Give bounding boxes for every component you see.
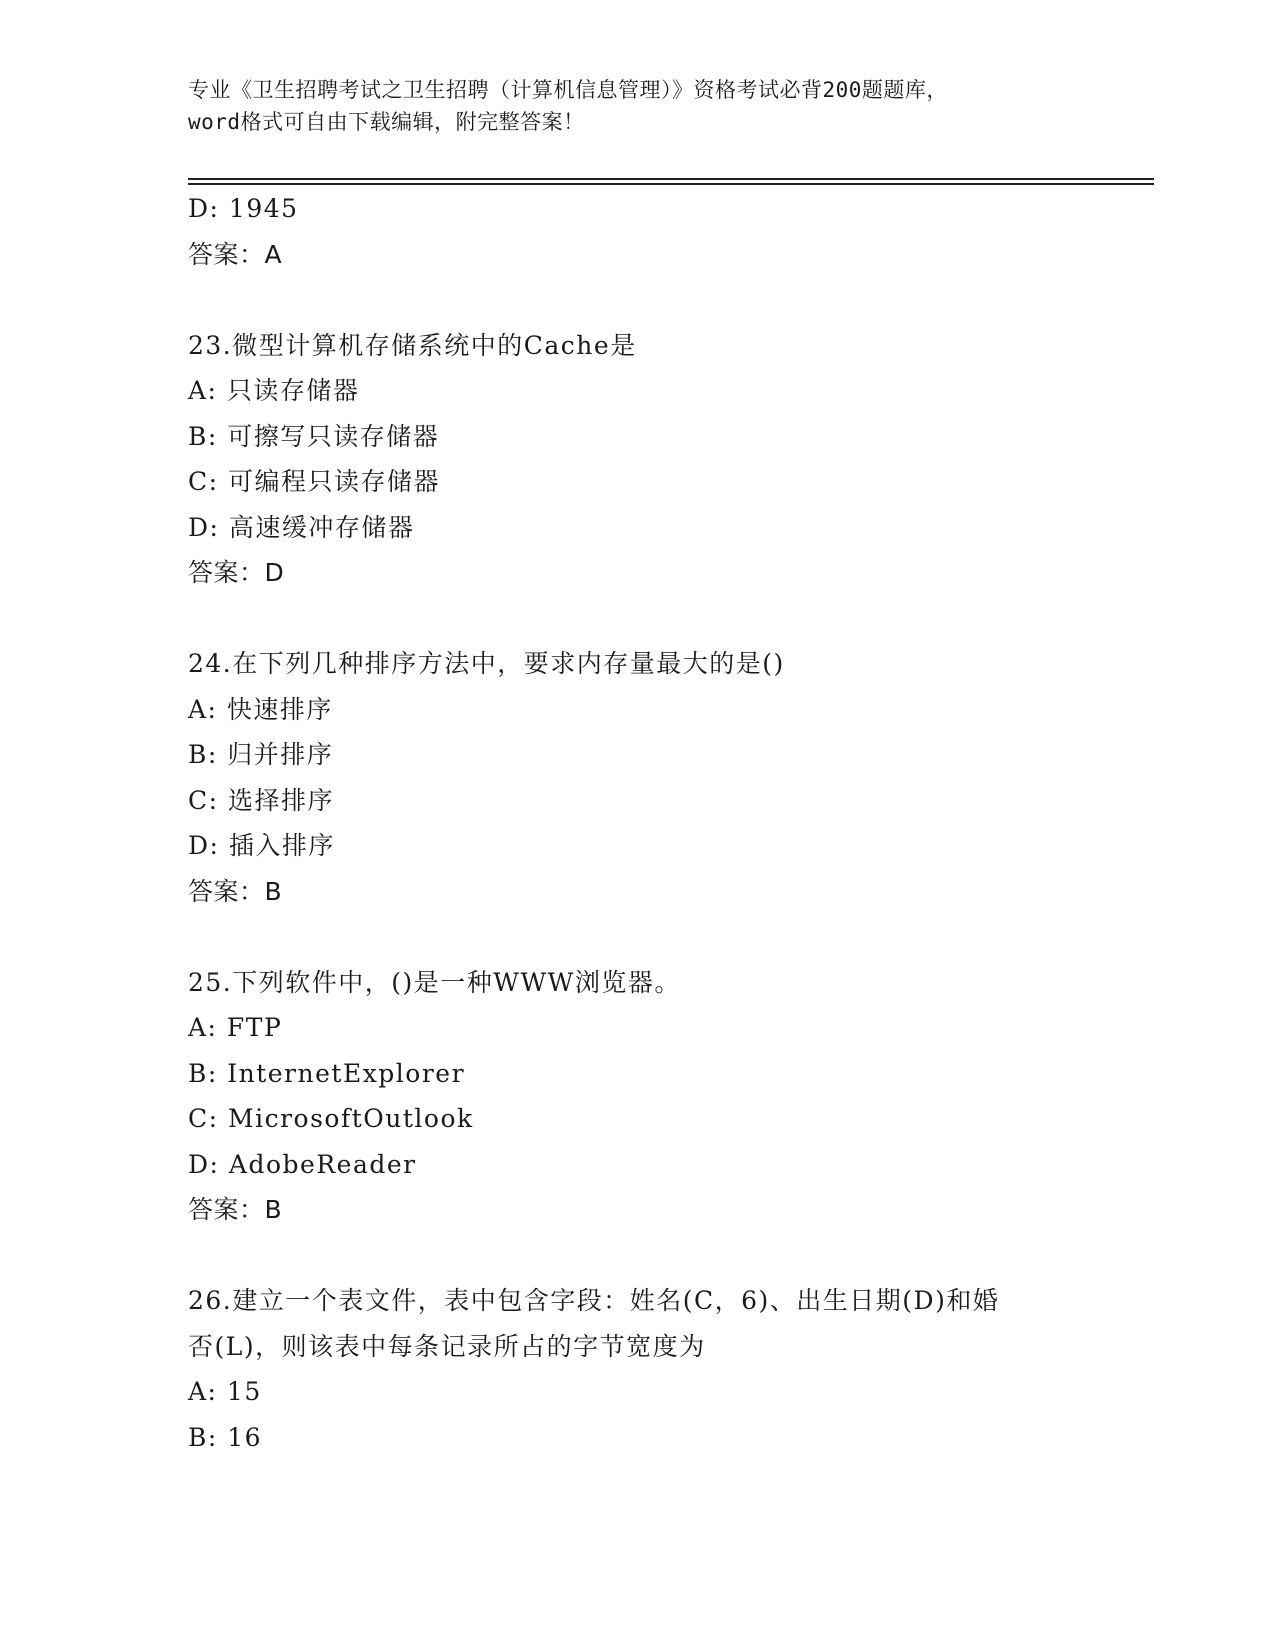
option-a: A: FTP	[188, 1013, 283, 1042]
question-title-line-2: 否(L)，则该表中每条记录所占的字节宽度为	[188, 1331, 706, 1361]
option-c: C: 选择排序	[188, 785, 334, 815]
option-a: A: 15	[188, 1377, 262, 1406]
answer-line: 答案：D	[188, 558, 285, 587]
option-b: B: 16	[188, 1422, 263, 1452]
spacer	[188, 277, 1088, 323]
question-list	[188, 186, 1088, 1460]
option-b: B: 可擦写只读存储器	[188, 421, 440, 451]
question-25	[188, 960, 1088, 1233]
option-c: C: MicrosoftOutlook	[188, 1104, 474, 1133]
spacer	[188, 914, 1088, 960]
option-c: C: 可编程只读存储器	[188, 467, 440, 496]
option-b: B: 归并排序	[188, 740, 334, 769]
option-d: D: 1945	[188, 194, 299, 223]
question-26	[188, 1278, 1088, 1460]
option-a: A: 快速排序	[188, 694, 333, 724]
question-title: 23.微型计算机存储系统中的Cache是	[188, 330, 637, 360]
question-24	[188, 641, 1088, 914]
question-title: 25.下列软件中，()是一种WWW浏览器。	[188, 967, 681, 997]
document-header	[188, 74, 1088, 138]
option-b: B: InternetExplorer	[188, 1058, 466, 1088]
question-title-line-1: 26.建立一个表文件，表中包含字段：姓名(C，6)、出生日期(D)和婚	[188, 1286, 1000, 1315]
question-23	[188, 323, 1088, 596]
option-d: D: 高速缓冲存储器	[188, 512, 415, 542]
option-d: D: 插入排序	[188, 831, 335, 860]
spacer	[188, 1233, 1088, 1279]
header-divider-bottom	[188, 183, 1154, 185]
answer-line: 答案：A	[188, 239, 283, 269]
spacer	[188, 596, 1088, 642]
option-a: A: 只读存储器	[188, 376, 360, 405]
answer-line: 答案：B	[188, 1195, 283, 1224]
header-title-line-1: 专业《卫生招聘考试之卫生招聘（计算机信息管理）》资格考试必背200题题库，	[188, 78, 948, 102]
answer-line: 答案：B	[188, 876, 283, 906]
question-title: 24.在下列几种排序方法中，要求内存量最大的是()	[188, 649, 785, 678]
header-divider-top	[188, 178, 1154, 180]
option-d: D: AdobeReader	[188, 1149, 417, 1179]
header-title-line-2: word格式可自由下载编辑，附完整答案！	[188, 110, 585, 134]
